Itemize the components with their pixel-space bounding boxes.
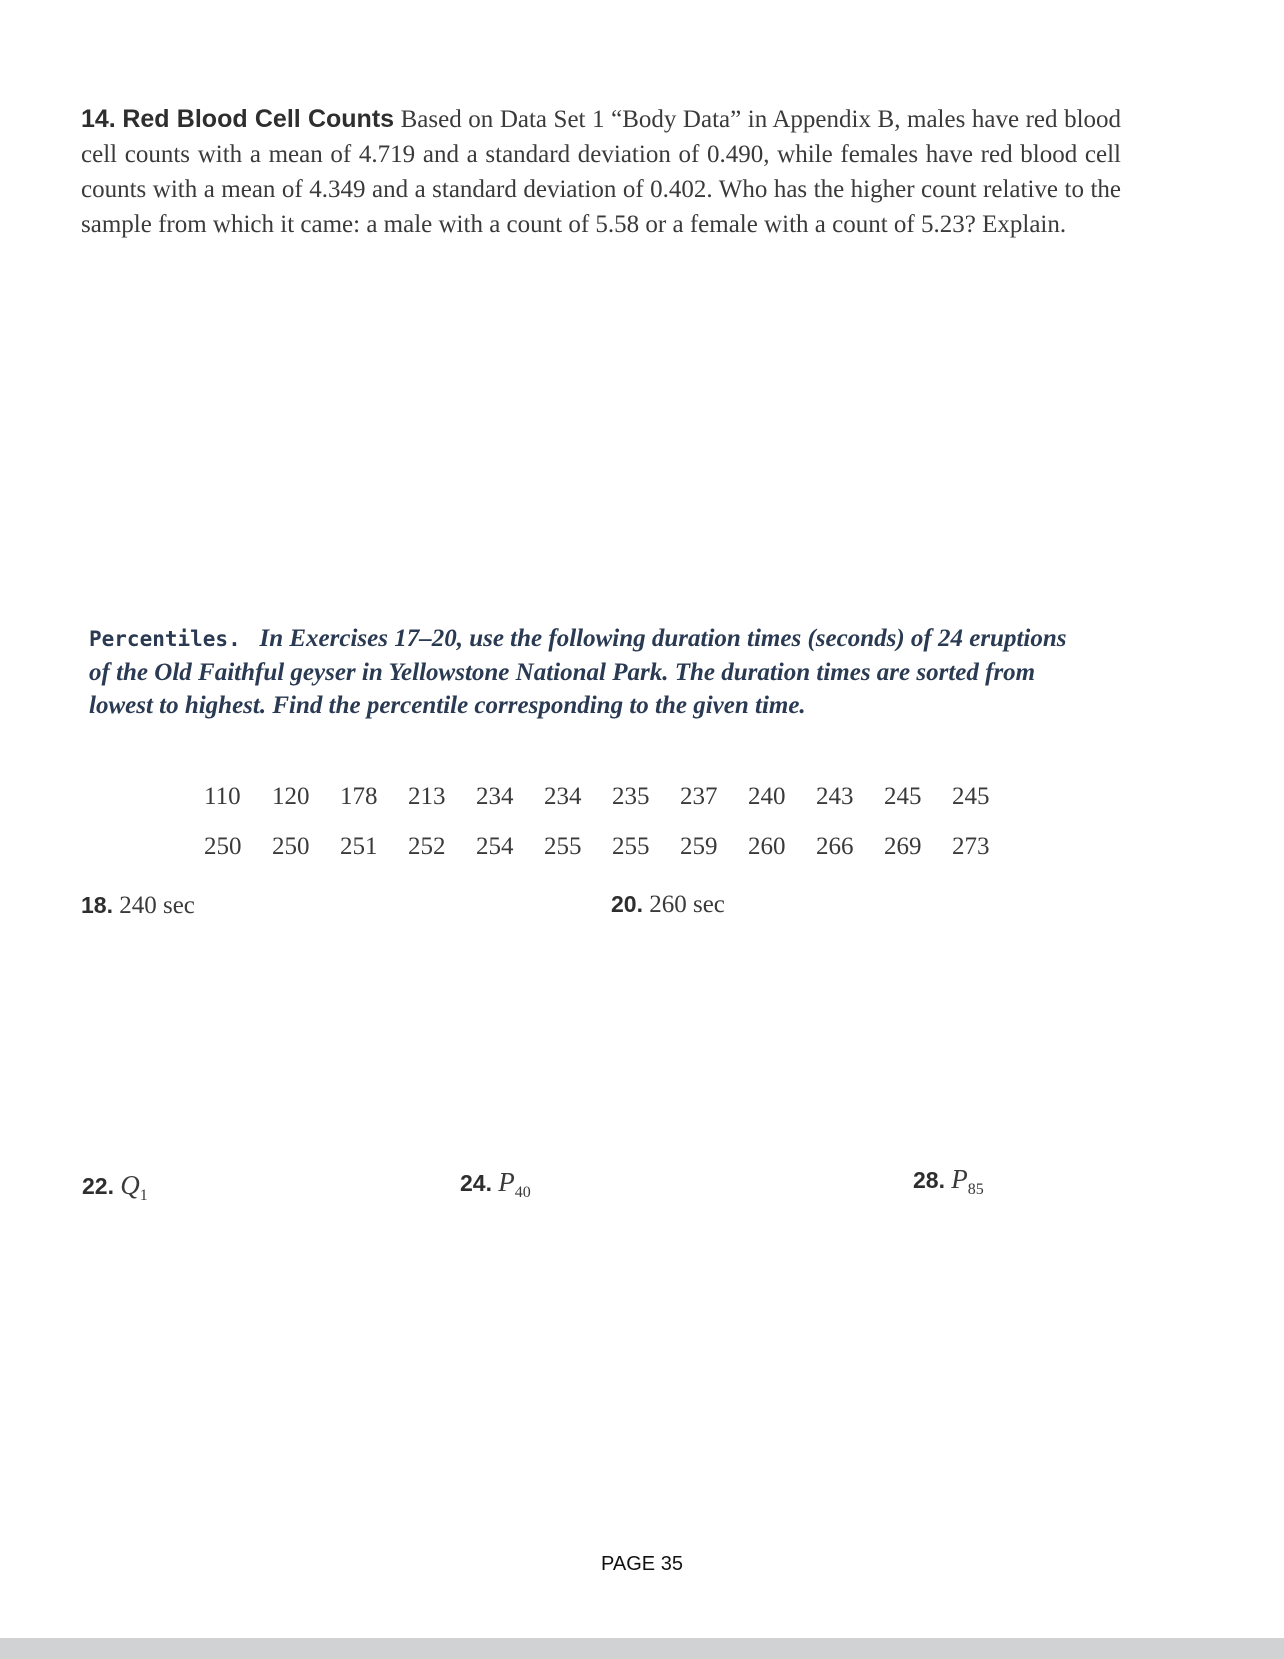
exercise-20-text: 260 sec xyxy=(649,891,725,918)
exercise-28-symbol: P xyxy=(951,1164,968,1194)
exercise-20 xyxy=(611,891,725,919)
data-cell: 266 xyxy=(816,833,854,860)
exercise-24-number: 24. xyxy=(460,1170,492,1196)
data-cell: 250 xyxy=(272,833,310,860)
data-cell: 235 xyxy=(612,783,650,810)
data-cell: 237 xyxy=(680,783,718,810)
exercise-24-symbol: P xyxy=(498,1167,515,1197)
exercise-22-number: 22. xyxy=(82,1173,114,1199)
exercise-28 xyxy=(913,1164,984,1199)
exercise-14-text: Based on Data Set 1 “Body Data” in Appendix B, males have red blood cell counts with a mean of 4.719 and a standard deviation of 0.490, while females have red blood cell counts with a mean of 4.349 and a standard deviation of 0.402. Who has the higher count relative to the sample from which it came: a male with a count of 5.58 or a female with a count of 5.23? Explain. xyxy=(81,106,1122,238)
data-cell: 259 xyxy=(680,833,718,860)
data-cell: 255 xyxy=(544,833,582,860)
exercise-14-title: Red Blood Cell Counts xyxy=(122,105,395,133)
table-row xyxy=(204,772,1020,822)
duration-times-table xyxy=(204,772,1020,872)
data-cell: 178 xyxy=(340,783,378,810)
exercise-14 xyxy=(81,102,1121,242)
data-cell: 250 xyxy=(204,833,242,860)
bottom-scroll-bar xyxy=(0,1638,1284,1659)
data-cell: 245 xyxy=(884,783,922,810)
data-cell: 120 xyxy=(272,783,310,810)
exercise-22-subscript: 1 xyxy=(139,1187,148,1204)
page-number: PAGE 35 xyxy=(601,1553,683,1575)
exercise-22-symbol: Q xyxy=(120,1170,140,1200)
data-cell: 255 xyxy=(612,833,650,860)
data-cell: 260 xyxy=(748,833,786,860)
exercise-14-number: 14. xyxy=(81,105,116,133)
percentiles-heading: Percentiles. xyxy=(89,627,241,651)
data-cell: 245 xyxy=(952,783,990,810)
percentiles-instructions: In Exercises 17–20, use the following duration times (seconds) of 24 eruptions of the Old Faithful geyser in Yellowstone National Park. The duration times are sorted from lowest to highest. Find the percentile corresponding to the given time. xyxy=(89,625,1067,719)
data-cell: 240 xyxy=(748,783,786,810)
data-cell: 243 xyxy=(816,783,854,810)
exercise-28-number: 28. xyxy=(913,1167,945,1193)
data-cell: 273 xyxy=(952,833,990,860)
exercise-28-subscript: 85 xyxy=(967,1181,984,1198)
exercise-20-number: 20. xyxy=(611,891,643,917)
exercise-24-subscript: 40 xyxy=(514,1184,531,1201)
exercise-18-text: 240 sec xyxy=(119,892,195,919)
exercise-18 xyxy=(81,892,195,920)
exercise-22 xyxy=(82,1170,148,1205)
data-cell: 234 xyxy=(476,783,514,810)
data-cell: 254 xyxy=(476,833,514,860)
data-cell: 213 xyxy=(408,783,446,810)
data-cell: 269 xyxy=(884,833,922,860)
exercise-18-number: 18. xyxy=(81,892,113,918)
percentiles-section xyxy=(89,622,1089,722)
data-cell: 234 xyxy=(544,783,582,810)
data-cell: 110 xyxy=(204,783,241,810)
exercise-24 xyxy=(460,1167,531,1202)
table-row xyxy=(204,822,1020,872)
data-cell: 252 xyxy=(408,833,446,860)
data-cell: 251 xyxy=(340,833,378,860)
